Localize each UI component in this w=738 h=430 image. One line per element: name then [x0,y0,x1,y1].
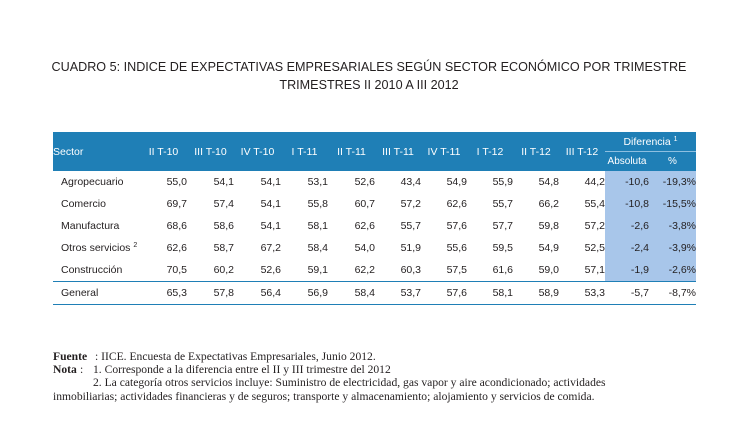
value-cell: 62,6 [446,198,467,210]
value-cell: 54,1 [260,176,281,188]
header-quarter: IV T-11 [421,132,467,171]
difference-percent-cell: -15,5% [649,193,696,215]
value-cell: 58,6 [213,220,234,232]
value-cell: 57,7 [492,220,513,232]
difference-absolute-cell: -5,7 [605,282,649,305]
value-cell: 44,2 [584,176,605,188]
sector-cell: Otros servicios $^2$ [61,242,138,254]
value-cell: 57,2 [584,220,605,232]
header-absolute: Absoluta [605,152,649,172]
table-title [0,58,738,94]
value-cell: 55,4 [584,198,605,210]
value-cell: 58,1 [467,282,513,305]
sector-cell: Comercio [61,198,106,210]
value-cell: 68,6 [166,220,187,232]
value-cell: 55,7 [400,220,421,232]
header-quarter: II T-11 [328,132,375,171]
value-cell: 60,7 [354,198,375,210]
header-quarter: II T-10 [140,132,187,171]
value-cell: 61,6 [492,264,513,276]
value-cell: 53,7 [375,282,421,305]
header-difference [605,132,696,152]
table-row [53,193,696,215]
value-cell: 60,2 [213,264,234,276]
title-line-1: CUADRO 5: INDICE DE EXPECTATIVAS EMPRESARIALES SEGÚN SECTOR ECONÓMICO POR TRIMESTRE [51,60,687,74]
value-cell: 70,5 [166,264,187,276]
footnote-marker: 1 [673,135,678,143]
value-cell: 59,5 [492,242,513,254]
value-cell: 54,9 [538,242,559,254]
value-cell: 51,9 [400,242,421,254]
value-cell: 54,1 [213,176,234,188]
sector-cell: Manufactura [61,220,120,232]
header-quarter: III T-12 [559,132,605,171]
value-cell: 69,7 [166,198,187,210]
value-cell: 57,4 [213,198,234,210]
value-cell: 55,0 [166,176,187,188]
table-row [53,237,696,259]
header-quarter: I T-11 [281,132,328,171]
table-row [53,215,696,237]
value-cell: 56,4 [234,282,281,305]
footnote-marker: 2 [133,242,138,249]
value-cell: 59,8 [538,220,559,232]
difference-percent-cell: -3,9% [649,237,696,259]
header-quarter: II T-12 [513,132,559,171]
expectations-table [53,132,696,305]
value-cell: 56,9 [281,282,328,305]
difference-percent-cell: -8,7% [649,282,696,305]
header-quarter: III T-11 [375,132,421,171]
difference-absolute-cell: -2,6 [605,215,649,237]
value-cell: 59,1 [307,264,328,276]
value-cell: 54,9 [446,176,467,188]
note-2a: 2. La categoría otros servicios incluye: Suministro de electricidad, gas vapor y aire acondicionado; actividades [93,376,606,390]
title-line-2: TRIMESTRES II 2010 A III 2012 [279,78,459,92]
sector-cell: General [53,282,140,305]
difference-percent-cell: -2,6% [649,259,696,282]
value-cell: 55,8 [307,198,328,210]
value-cell: 59,0 [538,264,559,276]
header-quarter: III T-10 [187,132,234,171]
table-body [53,171,696,305]
header-quarter: I T-12 [467,132,513,171]
note-1: 1. Corresponde a la diferencia entre el II y III trimestre del 2012 [93,363,391,377]
table-header [53,132,696,171]
header-sector: Sector [53,132,140,171]
value-cell: 55,9 [492,176,513,188]
difference-absolute-cell: -10,6 [605,171,649,193]
note-label: Nota : [53,363,84,377]
table-row [53,259,696,282]
difference-percent-cell: -3,8% [649,215,696,237]
difference-percent-cell: -19,3% [649,171,696,193]
value-cell: 67,2 [260,242,281,254]
table-row [53,171,696,193]
value-cell: 62,6 [166,242,187,254]
value-cell: 54,0 [354,242,375,254]
value-cell: 53,1 [307,176,328,188]
sector-cell: Agropecuario [61,176,124,188]
note-2b: inmobiliarias; actividades financieras y de seguros; transporte y almacenamiento; alojamiento y servicios de comida. [53,389,595,403]
value-cell: 54,8 [538,176,559,188]
value-cell: 52,6 [354,176,375,188]
note-2-line [53,376,713,389]
source-text: : IICE. Encuesta de Expectativas Empresariales, Junio 2012. [95,350,376,363]
value-cell: 62,6 [354,220,375,232]
difference-absolute-cell: -2,4 [605,237,649,259]
value-cell: 57,6 [446,220,467,232]
note-line [53,363,713,376]
value-cell: 57,1 [584,264,605,276]
value-cell: 52,6 [260,264,281,276]
value-cell: 54,1 [260,198,281,210]
value-cell: 53,3 [559,282,605,305]
difference-absolute-cell: -1,9 [605,259,649,282]
source-label: Fuente [53,350,88,363]
note-2-cont [53,390,713,403]
value-cell: 55,6 [446,242,467,254]
value-cell: 62,2 [354,264,375,276]
value-cell: 66,2 [538,198,559,210]
value-cell: 55,7 [492,198,513,210]
difference-absolute-cell: -10,8 [605,193,649,215]
header-difference-label: Diferencia [623,135,671,148]
value-cell: 58,4 [307,242,328,254]
value-cell: 60,3 [400,264,421,276]
value-cell: 57,8 [187,282,234,305]
value-cell: 65,3 [140,282,187,305]
table-row [53,282,696,305]
value-cell: 43,4 [400,176,421,188]
notes [53,350,713,403]
value-cell: 58,1 [307,220,328,232]
value-cell: 57,6 [421,282,467,305]
value-cell: 52,5 [584,242,605,254]
value-cell: 58,9 [513,282,559,305]
value-cell: 57,5 [446,264,467,276]
value-cell: 54,1 [260,220,281,232]
source-line [53,350,713,363]
value-cell: 58,4 [328,282,375,305]
header-percent: % [649,152,696,172]
header-quarter: IV T-10 [234,132,281,171]
value-cell: 58,7 [213,242,234,254]
sector-cell: Construcción [61,264,123,276]
value-cell: 57,2 [400,198,421,210]
